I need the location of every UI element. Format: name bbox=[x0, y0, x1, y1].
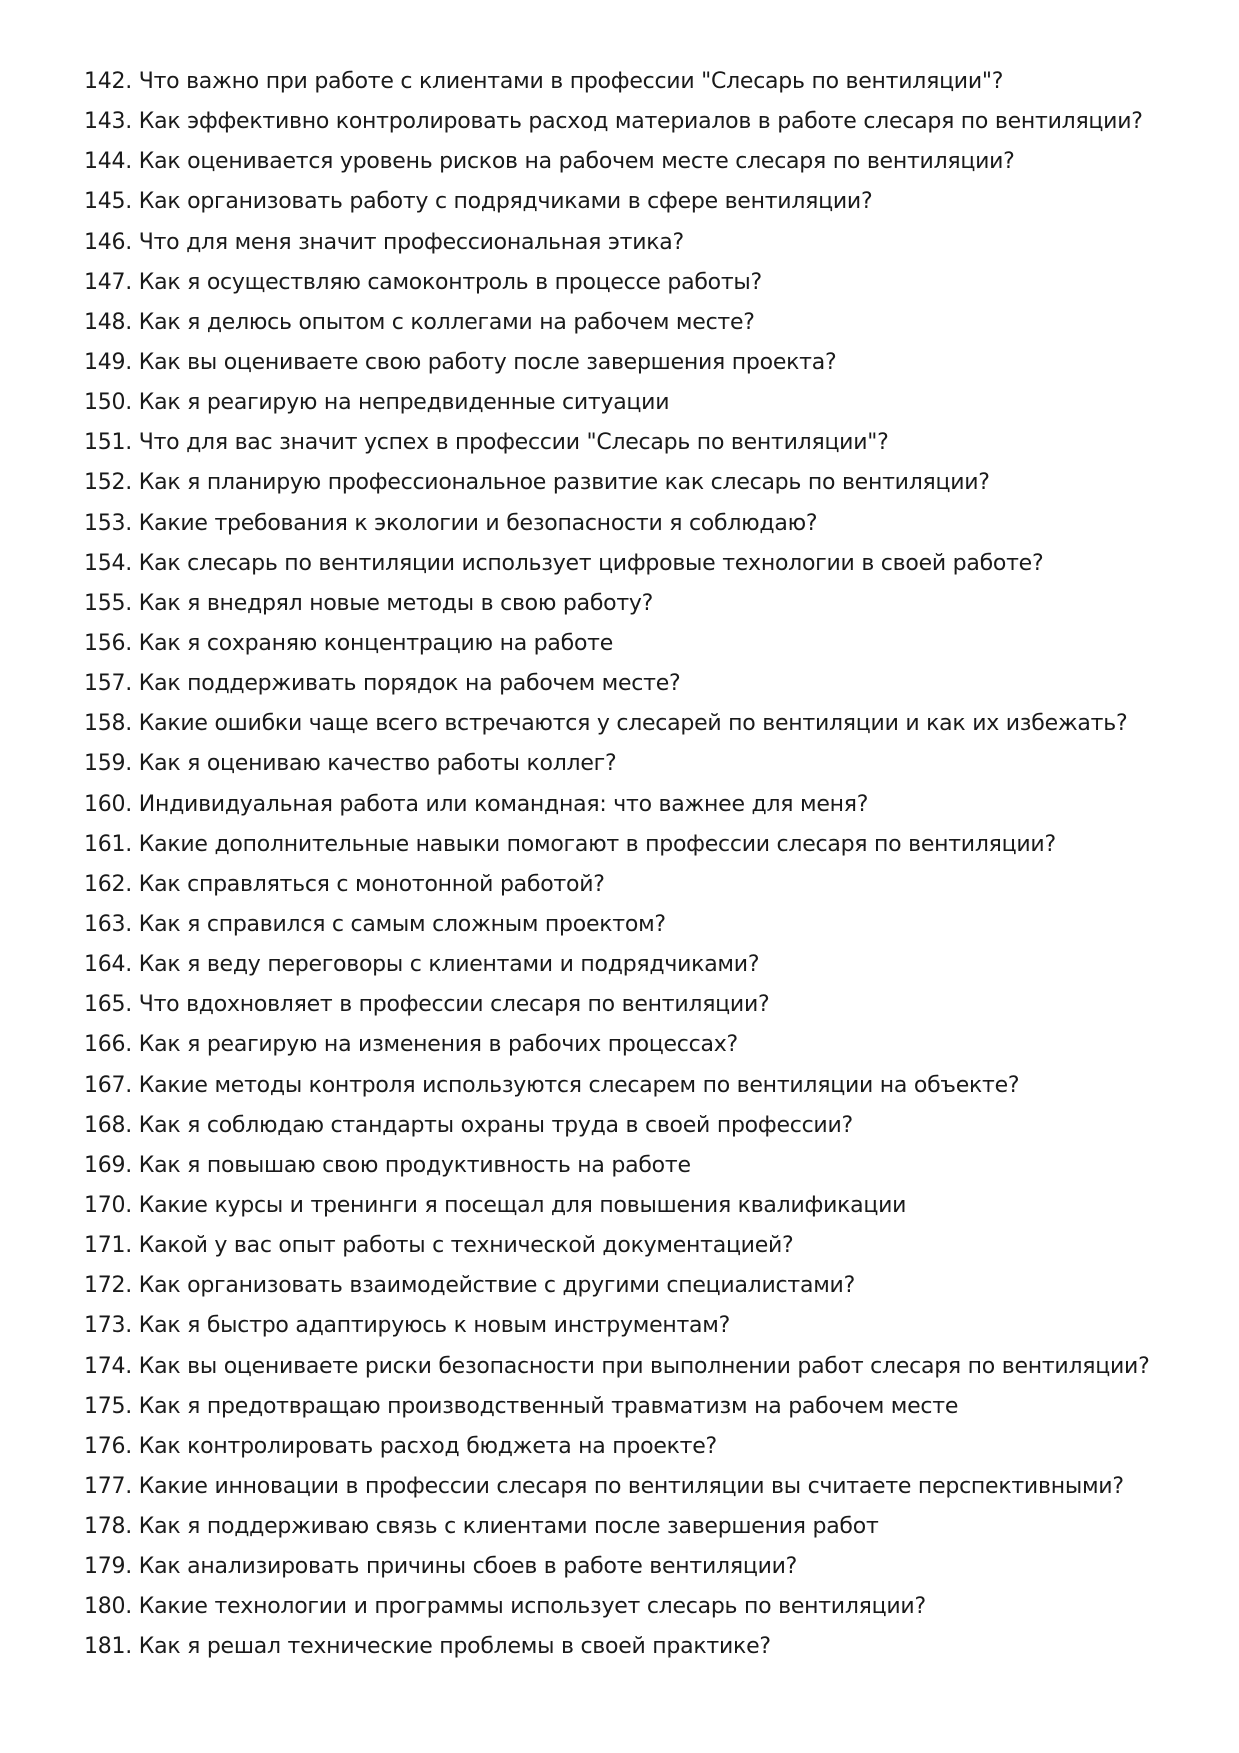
question-text: Как я осуществляю самоконтроль в процессе работы? bbox=[138, 269, 762, 295]
question-text: Как я внедрял новые методы в свою работу? bbox=[138, 590, 654, 616]
question-text: Какие методы контроля используются слесарем по вентиляции на объекте? bbox=[138, 1072, 1020, 1098]
question-number: 162. bbox=[84, 871, 132, 897]
question-number: 169. bbox=[84, 1152, 132, 1178]
list-item bbox=[84, 624, 1204, 664]
question-text: Как я соблюдаю стандарты охраны труда в своей профессии? bbox=[138, 1112, 853, 1138]
list-item bbox=[84, 744, 1204, 784]
question-number: 176. bbox=[84, 1433, 132, 1459]
question-number: 166. bbox=[84, 1032, 132, 1058]
list-item bbox=[84, 423, 1204, 463]
list-item bbox=[84, 263, 1204, 303]
list-item bbox=[84, 1387, 1204, 1427]
list-item bbox=[84, 383, 1204, 423]
question-number: 149. bbox=[84, 349, 132, 375]
list-item bbox=[84, 905, 1204, 945]
question-number: 160. bbox=[84, 791, 132, 817]
question-text: Как я справился с самым сложным проектом? bbox=[138, 911, 666, 937]
question-text: Как вы оцениваете свою работу после завершения проекта? bbox=[138, 349, 837, 375]
question-number: 157. bbox=[84, 671, 132, 697]
question-number: 151. bbox=[84, 430, 132, 456]
question-text: Как я делюсь опытом с коллегами на рабочем месте? bbox=[138, 309, 755, 335]
question-number: 152. bbox=[84, 470, 132, 496]
question-text: Как я поддерживаю связь с клиентами после завершения работ bbox=[138, 1514, 879, 1540]
question-text: Как вы оцениваете риски безопасности при выполнении работ слесаря по вентиляции? bbox=[138, 1353, 1150, 1379]
question-text: Что вдохновляет в профессии слесаря по вентиляции? bbox=[138, 992, 770, 1018]
question-number: 178. bbox=[84, 1514, 132, 1540]
list-item bbox=[84, 1186, 1204, 1226]
question-number: 175. bbox=[84, 1393, 132, 1419]
question-text: Как оценивается уровень рисков на рабочем месте слесаря по вентиляции? bbox=[138, 149, 1015, 175]
list-item bbox=[84, 785, 1204, 825]
question-text: Какие курсы и тренинги я посещал для повышения квалификации bbox=[138, 1192, 907, 1218]
list-item bbox=[84, 584, 1204, 624]
question-number: 174. bbox=[84, 1353, 132, 1379]
list-item bbox=[84, 1025, 1204, 1065]
question-text: Какой у вас опыт работы с технической документацией? bbox=[138, 1233, 794, 1259]
question-number: 164. bbox=[84, 952, 132, 978]
question-text: Как я оцениваю качество работы коллег? bbox=[138, 751, 617, 777]
list-item bbox=[84, 1347, 1204, 1387]
question-number: 181. bbox=[84, 1634, 132, 1660]
question-number: 142. bbox=[84, 69, 132, 94]
list-item bbox=[84, 142, 1204, 182]
question-number: 171. bbox=[84, 1233, 132, 1259]
list-item bbox=[84, 1467, 1204, 1507]
list-item bbox=[84, 1547, 1204, 1587]
question-number: 168. bbox=[84, 1112, 132, 1138]
question-number: 161. bbox=[84, 831, 132, 857]
list-item bbox=[84, 945, 1204, 985]
question-text: Что для меня значит профессиональная этика? bbox=[138, 229, 684, 255]
list-item bbox=[84, 1066, 1204, 1106]
question-text: Что важно при работе с клиентами в профессии "Слесарь по вентиляции"? bbox=[138, 69, 1004, 94]
question-text: Как я сохраняю концентрацию на работе bbox=[138, 630, 614, 656]
question-text: Как я повышаю свою продуктивность на работе bbox=[138, 1152, 691, 1178]
list-item bbox=[84, 1266, 1204, 1306]
list-item bbox=[84, 343, 1204, 383]
question-text: Как я предотвращаю производственный травматизм на рабочем месте bbox=[138, 1393, 959, 1419]
list-item bbox=[84, 1627, 1204, 1667]
question-text: Как я веду переговоры с клиентами и подрядчиками? bbox=[138, 952, 760, 978]
list-item bbox=[84, 865, 1204, 905]
question-text: Что для вас значит успех в профессии "Слесарь по вентиляции"? bbox=[138, 430, 889, 456]
list-item bbox=[84, 303, 1204, 343]
question-number: 148. bbox=[84, 309, 132, 335]
question-number: 147. bbox=[84, 269, 132, 295]
question-text: Какие ошибки чаще всего встречаются у слесарей по вентиляции и как их избежать? bbox=[138, 711, 1128, 737]
list-item bbox=[84, 182, 1204, 222]
question-number: 165. bbox=[84, 992, 132, 1018]
question-text: Как я решал технические проблемы в своей практике? bbox=[138, 1634, 771, 1660]
question-number: 173. bbox=[84, 1313, 132, 1339]
list-item bbox=[84, 1306, 1204, 1346]
question-number: 146. bbox=[84, 229, 132, 255]
question-number: 144. bbox=[84, 149, 132, 175]
list-item bbox=[84, 463, 1204, 503]
list-item bbox=[84, 102, 1204, 142]
question-text: Какие дополнительные навыки помогают в профессии слесаря по вентиляции? bbox=[138, 831, 1056, 857]
list-item bbox=[84, 1427, 1204, 1467]
question-number: 177. bbox=[84, 1473, 132, 1499]
question-number: 180. bbox=[84, 1594, 132, 1620]
list-item bbox=[84, 825, 1204, 865]
list-item bbox=[84, 1146, 1204, 1186]
list-item bbox=[84, 1226, 1204, 1266]
question-number: 155. bbox=[84, 590, 132, 616]
question-text: Как эффективно контролировать расход материалов в работе слесаря по вентиляции? bbox=[138, 109, 1143, 135]
question-text: Как слесарь по вентиляции использует цифровые технологии в своей работе? bbox=[138, 550, 1044, 576]
question-number: 153. bbox=[84, 510, 132, 536]
question-text: Как справляться с монотонной работой? bbox=[138, 871, 605, 897]
question-number: 154. bbox=[84, 550, 132, 576]
question-text: Как поддерживать порядок на рабочем месте? bbox=[138, 671, 681, 697]
list-item bbox=[84, 504, 1204, 544]
question-number: 163. bbox=[84, 911, 132, 937]
list-item bbox=[84, 544, 1204, 584]
list-item bbox=[84, 1507, 1204, 1547]
question-number: 143. bbox=[84, 109, 132, 135]
question-text: Какие технологии и программы использует слесарь по вентиляции? bbox=[138, 1594, 926, 1620]
question-list bbox=[84, 62, 1204, 1668]
question-text: Индивидуальная работа или командная: что важнее для меня? bbox=[138, 791, 869, 817]
list-item bbox=[84, 1106, 1204, 1146]
question-text: Как я реагирую на изменения в рабочих процессах? bbox=[138, 1032, 738, 1058]
list-item bbox=[84, 985, 1204, 1025]
list-item bbox=[84, 62, 1204, 102]
list-item bbox=[84, 1587, 1204, 1627]
question-number: 150. bbox=[84, 390, 132, 416]
list-item bbox=[84, 223, 1204, 263]
question-text: Какие инновации в профессии слесаря по вентиляции вы считаете перспективными? bbox=[138, 1473, 1124, 1499]
question-number: 179. bbox=[84, 1554, 132, 1580]
question-number: 156. bbox=[84, 630, 132, 656]
question-text: Как я реагирую на непредвиденные ситуации bbox=[138, 390, 670, 416]
question-number: 167. bbox=[84, 1072, 132, 1098]
question-text: Какие требования к экологии и безопасности я соблюдаю? bbox=[138, 510, 818, 536]
question-text: Как я быстро адаптируюсь к новым инструментам? bbox=[138, 1313, 731, 1339]
question-number: 158. bbox=[84, 711, 132, 737]
question-number: 172. bbox=[84, 1273, 132, 1299]
list-item bbox=[84, 704, 1204, 744]
question-number: 145. bbox=[84, 189, 132, 215]
question-number: 159. bbox=[84, 751, 132, 777]
list-item bbox=[84, 664, 1204, 704]
question-number: 170. bbox=[84, 1192, 132, 1218]
question-text: Как организовать взаимодействие с другими специалистами? bbox=[138, 1273, 856, 1299]
question-text: Как анализировать причины сбоев в работе вентиляции? bbox=[138, 1554, 798, 1580]
question-text: Как организовать работу с подрядчиками в сфере вентиляции? bbox=[138, 189, 873, 215]
question-text: Как контролировать расход бюджета на проекте? bbox=[138, 1433, 717, 1459]
question-text: Как я планирую профессиональное развитие как слесарь по вентиляции? bbox=[138, 470, 990, 496]
